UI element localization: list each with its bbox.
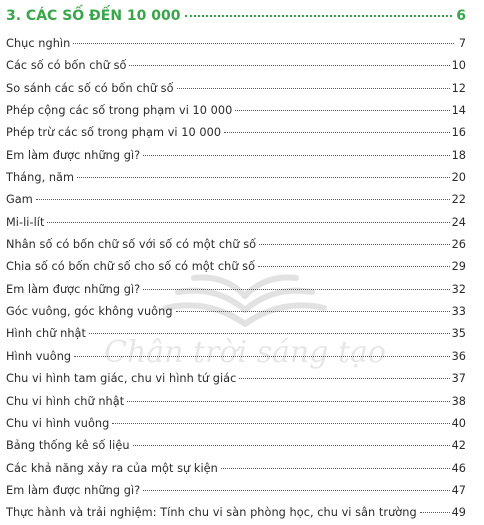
toc-entry[interactable]: [6, 145, 466, 167]
toc-entry[interactable]: [6, 435, 466, 457]
toc-entry[interactable]: [6, 212, 466, 234]
toc-entry[interactable]: [6, 122, 466, 144]
toc-entry-page-number: 40: [451, 416, 466, 430]
toc-entry-label: Chu vi hình tam giác, chu vi hình tứ giác: [6, 372, 237, 386]
dot-leader: [112, 423, 449, 424]
toc-entry-label: Các khả năng xảy ra của một sự kiện: [6, 461, 218, 475]
dot-leader: [176, 311, 450, 312]
toc-entry-list: [6, 33, 466, 525]
watermark-text: Chân trời sáng tạo: [104, 335, 386, 370]
toc-entry-label: Chu vi hình vuông: [6, 416, 110, 430]
toc-entry-page-number: 38: [451, 394, 466, 408]
dot-leader: [239, 378, 449, 379]
dot-leader: [36, 199, 450, 200]
toc-entry-page-number: 14: [451, 104, 466, 118]
chapter-title: 3. CÁC SỐ ĐẾN 10 000: [6, 8, 181, 24]
toc-entry[interactable]: [6, 78, 466, 100]
toc-entry-page-number: 35: [451, 327, 466, 341]
toc-entry-page-number: 32: [451, 282, 466, 296]
toc-entry-label: Nhân số có bốn chữ số với số có một chữ số: [6, 238, 257, 252]
toc-entry[interactable]: [6, 234, 466, 256]
dot-leader: [185, 15, 453, 17]
dot-leader: [143, 289, 449, 290]
toc-entry-page-number: 7: [458, 37, 466, 50]
dot-leader: [127, 401, 449, 402]
dot-leader: [420, 512, 450, 513]
toc-entry[interactable]: [6, 346, 466, 368]
toc-entry[interactable]: [6, 323, 466, 345]
toc-entry[interactable]: [6, 391, 466, 413]
toc-entry-label: Bảng thống kê số liệu: [6, 439, 130, 453]
toc-entry[interactable]: [6, 279, 466, 301]
toc-entry[interactable]: [6, 33, 466, 55]
toc-entry[interactable]: [6, 167, 466, 189]
dot-leader: [259, 244, 450, 245]
toc-entry-label: Mi-li-lít: [6, 215, 45, 229]
toc-entry-page-number: 10: [451, 59, 466, 73]
toc-entry[interactable]: [6, 413, 466, 435]
toc-entry-page-number: 12: [451, 81, 466, 95]
toc-entry-label: Chia số có bốn chữ số cho số có một chữ số: [6, 260, 256, 274]
toc-entry-label: So sánh các số có bốn chữ số: [6, 81, 174, 95]
dot-leader: [133, 445, 450, 446]
toc-entry-label: Phép cộng các số trong phạm vi 10 000: [6, 104, 233, 118]
toc-entry[interactable]: [6, 368, 466, 390]
toc-entry-label: Phép trừ các số trong phạm vi 10 000: [6, 126, 222, 140]
toc-entry-label: Hình chữ nhật: [6, 327, 86, 341]
dot-leader: [143, 155, 449, 156]
toc-entry[interactable]: [6, 55, 466, 77]
toc-entry-page-number: 16: [451, 126, 466, 140]
toc-entry[interactable]: [6, 256, 466, 278]
toc-entry-label: Góc vuông, góc không vuông: [6, 305, 173, 319]
toc-entry-page-number: 33: [451, 305, 466, 319]
toc-entry-page-number: 18: [451, 148, 466, 162]
toc-entry-label: Thực hành và trải nghiệm: Tính chu vi sàn phòng học, chu vi sân trường: [6, 506, 417, 520]
dot-leader: [221, 468, 450, 469]
dot-leader: [258, 266, 450, 267]
toc-entry[interactable]: [6, 480, 466, 502]
dot-leader: [224, 132, 450, 133]
toc-entry[interactable]: [6, 502, 466, 524]
dot-leader: [177, 88, 450, 89]
toc-entry[interactable]: [6, 458, 466, 480]
toc-entry-page-number: 20: [451, 171, 466, 185]
toc-entry-page-number: 29: [451, 260, 466, 274]
toc-entry-label: Các số có bốn chữ số: [6, 59, 127, 73]
dot-leader: [74, 356, 449, 357]
toc-entry-page-number: 46: [451, 461, 466, 475]
toc-entry-page-number: 37: [451, 372, 466, 386]
chapter-heading: [6, 8, 466, 28]
toc-entry-label: Chu vi hình chữ nhật: [6, 394, 125, 408]
toc-entry-page-number: 42: [451, 439, 466, 453]
toc-entry[interactable]: [6, 100, 466, 122]
dot-leader: [47, 222, 449, 223]
toc-entry-label: Gam: [6, 193, 33, 207]
toc-entry-label: Em làm được những gì?: [6, 282, 141, 296]
toc-entry[interactable]: [6, 189, 466, 211]
dot-leader: [89, 333, 450, 334]
dot-leader: [143, 490, 449, 491]
toc-entry[interactable]: [6, 301, 466, 323]
toc-entry-page-number: 36: [451, 349, 466, 363]
toc-entry-page-number: 26: [451, 238, 466, 252]
toc-entry-page-number: 49: [451, 506, 466, 520]
dot-leader: [73, 43, 454, 44]
dot-leader: [235, 110, 449, 111]
toc-entry-label: Hình vuông: [6, 349, 72, 363]
toc-entry-label: Tháng, năm: [6, 171, 75, 185]
chapter-page-number: 6: [456, 8, 466, 24]
dot-leader: [129, 65, 449, 66]
toc-entry-label: Em làm được những gì?: [6, 483, 141, 497]
toc-entry-page-number: 22: [451, 193, 466, 207]
dot-leader: [77, 177, 450, 178]
toc-entry-label: Chục nghìn: [6, 37, 71, 50]
toc-entry-label: Em làm được những gì?: [6, 148, 141, 162]
toc-entry-page-number: 24: [451, 215, 466, 229]
toc-entry-page-number: 47: [451, 483, 466, 497]
